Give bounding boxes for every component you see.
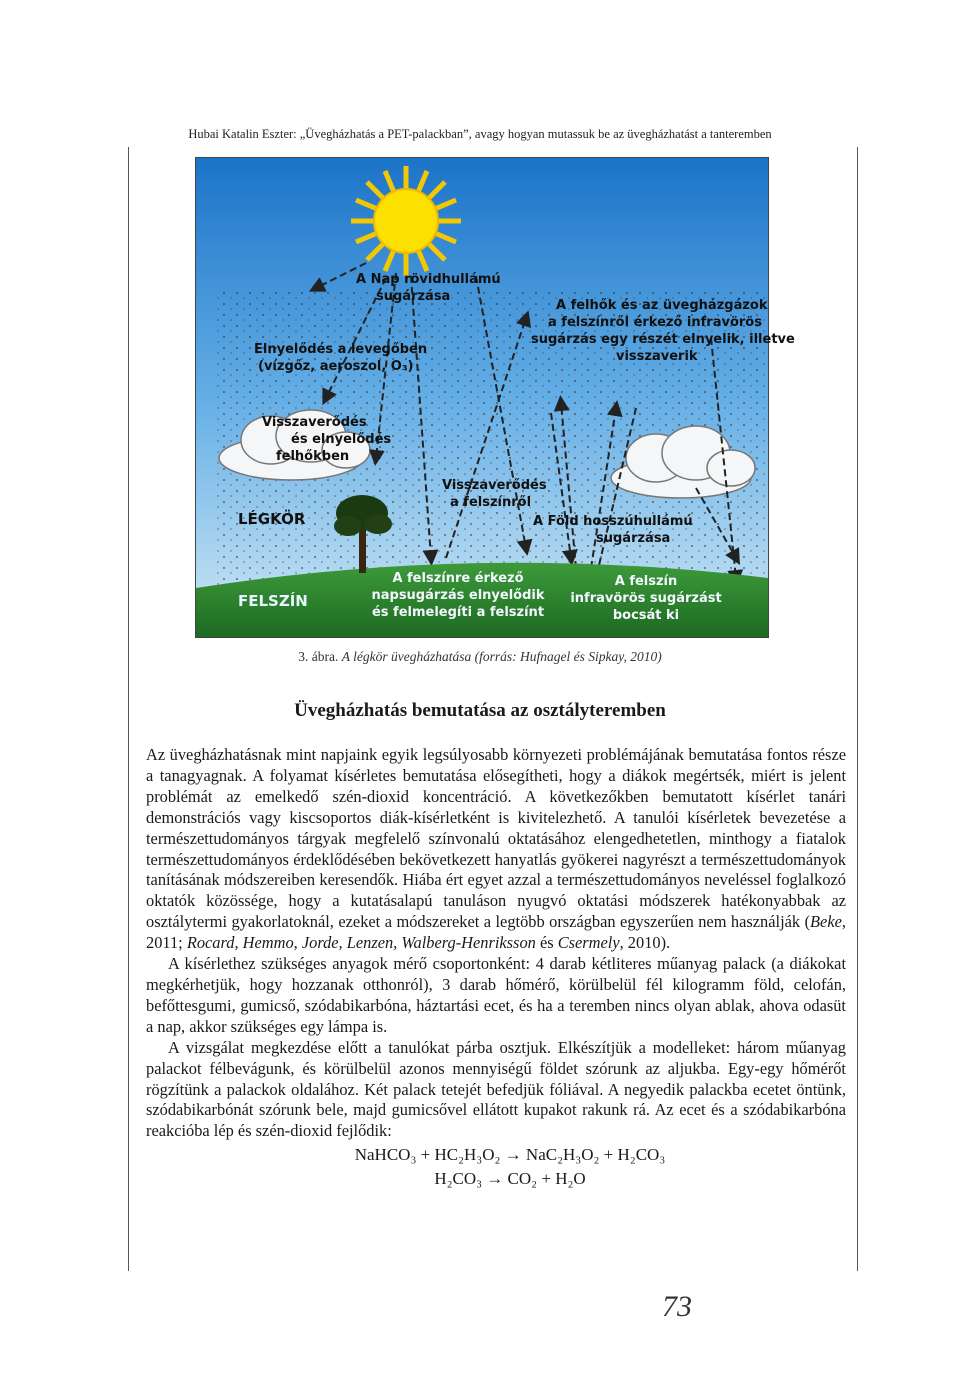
paragraph-1: Az üvegházhatásnak mint napjaink egyik legsúlyosabb környezeti problémájának bemutatása fontos része a tanagyagnak. A folyamat kísérletes bemutatása elősegítheti, hogy a diákok megértsék, miért is jelent problémát az emelkedő szén-dioxid koncentráció. A következőkben bemutatott kísérlet tanári demonstrációs vagy kiscsoportos diák-kísérletként is kivitelezhető. A tanulói kísérletek bevezetése a természettudományos tárgyak megfelelő színvonalú oktatásához elengedhetetlen, minthogy a fiatalok természettudományos érdeklődésében bekövetkezett hanyatlás gyökerei nagyrészt a természettudományok tanításának módszereiben keresendők. Hiába ért egyet azzal a természettudományos neveléssel foglalkozó oktatók közössége, hogy a kutatásalapú tanuláson nyugvó oktatási módszerek hatékonyabbak az osztálytermi gyakorlatoknál, ezeket a módszereket a legtöbb országban egyszerűen nem használják (Beke, 2011; Rocard, Hemmo, Jorde, Lenzen, Walberg-Henriksson és Csermely, 2010).: [146, 745, 846, 953]
label-surface-emit-1: A felszín: [614, 574, 678, 589]
running-header: Hubai Katalin Eszter: „Üvegházhatás a PET-palackban”, avagy hogyan mutassuk be az üvegházhatást a tanteremben: [188, 127, 772, 141]
formula-line-2: H₂CO₃ → CO₂ + H₂O: [434, 1169, 586, 1189]
label-earth-longwave-2: sugárzása: [596, 531, 671, 546]
citation: Rocard, Hemmo, Jorde, Lenzen, Walberg-Henriksson: [186, 933, 536, 953]
figure-caption: [0, 649, 960, 665]
body-text: [146, 745, 846, 1190]
section-title: Üvegházhatás bemutatása az osztályteremben: [294, 700, 666, 721]
citation: Beke: [810, 912, 842, 932]
label-atmosphere: LÉGKÖR: [238, 510, 306, 528]
label-surface-reflection-1: Visszaverődés: [442, 478, 547, 493]
label-surface: FELSZÍN: [238, 592, 308, 610]
label-surface-absorb-2: napsugárzás elnyelődik: [371, 588, 545, 603]
label-clouds-3: sugárzás egy részét elnyelik, illetve: [531, 332, 795, 347]
label-absorption-2: (vízgőz, aeroszol, O₃): [258, 359, 414, 374]
label-clouds-4: visszaverik: [616, 349, 698, 364]
page-number: 73: [662, 1290, 692, 1323]
label-clouds-1: A felhők és az üvegházgázok: [556, 298, 768, 313]
label-surface-absorb-1: A felszínre érkező: [392, 571, 524, 586]
caption-prefix: 3. ábra.: [298, 649, 339, 664]
caption-text: A légkör üvegházhatása (forrás: Hufnagel és Sipkay, 2010): [341, 649, 662, 664]
label-absorption-1: Elnyelődés a levegőben: [254, 342, 428, 357]
label-surface-absorb-3: és felmelegíti a felszínt: [371, 605, 545, 620]
label-cloud-reflection-3: felhőkben: [276, 449, 350, 464]
label-clouds-2: a felszínről érkező infravörös: [548, 315, 762, 330]
label-earth-longwave-1: A Föld hosszúhullámú: [533, 514, 693, 529]
greenhouse-effect-figure: [195, 157, 795, 638]
sun-icon: [351, 166, 461, 276]
label-surface-reflection-2: a felszínről: [450, 495, 532, 510]
label-cloud-reflection-2: és elnyelődés: [291, 432, 392, 447]
label-surface-emit-2: infravörös sugárzást: [570, 591, 722, 606]
formula-line-1: NaHCO₃ + HC₂H₃O₂ → NaC₂H₃O₂ + H₂CO₃: [354, 1145, 666, 1165]
label-cloud-reflection-1: Visszaverődés: [262, 415, 367, 430]
label-sun-1: A Nap rövidhullámú: [356, 272, 501, 287]
paragraph-2: A kísérlethez szükséges anyagok mérő csoportonként: 4 darab kétliteres műanyag palack (a diákokat megkérhetjük, hogy hozzanak otthonról), 3 darab hőmérő, körülbelül fél kilogramm föld, celofán, befőttesgumi, gumicső, szódabikarbóna, háztartási ecet, és ha a teremben nincs olyan ablak, ahova odasüt a nap, akkor szükséges egy lámpa is.: [146, 954, 846, 1036]
label-surface-emit-3: bocsát ki: [612, 608, 680, 623]
citation: Csermely: [557, 933, 620, 953]
label-sun-2: sugárzása: [376, 289, 451, 304]
paragraph-3: A vizsgálat megkezdése előtt a tanulókat párba osztjuk. Elkészítjük a modelleket: három műanyag palackot félbevágunk, és körülbelül azonos mennyiségű földet szórunk az aljukba. Egy-egy hőmérőt rögzítünk a palackok oldalához. Két palack tetejét befedjük fóliával. A negyedik palackba ecetet öntünk, szódabikarbónát szórunk bele, majd gumicsővel ellátott kupakot rakunk rá. Az ecet és a szódabikarbóna reakcióba lép és szén-dioxid fejlődik:: [146, 1037, 846, 1141]
